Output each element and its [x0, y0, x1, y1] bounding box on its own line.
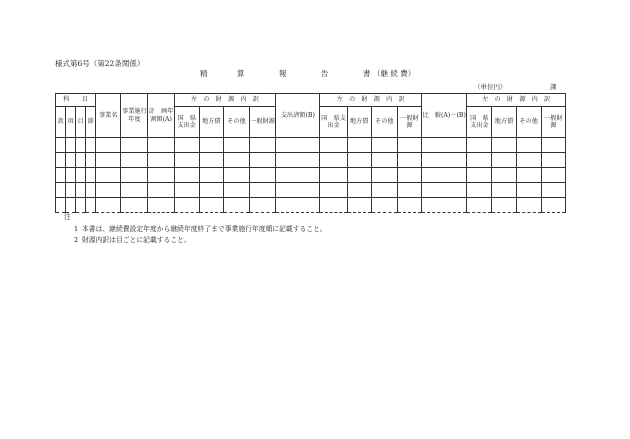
table-cell[interactable]: [516, 168, 541, 183]
header-zaigen-a: 左 の 財 源 内 訳: [174, 94, 276, 107]
table-cell[interactable]: [76, 168, 86, 183]
table-cell[interactable]: [371, 198, 397, 213]
table-cell[interactable]: [397, 138, 421, 153]
table-cell[interactable]: [66, 183, 76, 198]
table-cell[interactable]: [541, 168, 565, 183]
table-cell[interactable]: [250, 183, 276, 198]
table-cell[interactable]: [66, 138, 76, 153]
table-cell[interactable]: [467, 168, 492, 183]
form-label: 様式第6号（第22条関係）: [55, 59, 145, 68]
table-cell[interactable]: [492, 138, 516, 153]
title-char: 精: [200, 69, 208, 78]
header-jigyomei: 事業名: [96, 94, 121, 138]
table-cell[interactable]: [96, 153, 121, 168]
table-cell[interactable]: [223, 183, 249, 198]
table-cell[interactable]: [320, 168, 347, 183]
table-cell[interactable]: [347, 183, 371, 198]
table-cell[interactable]: [516, 153, 541, 168]
table-cell[interactable]: [148, 198, 174, 213]
table-body: [56, 138, 566, 213]
table-row: [56, 198, 566, 213]
table-cell[interactable]: [320, 153, 347, 168]
settlement-table: [55, 93, 566, 213]
header-sonota: その他: [223, 107, 249, 138]
table-cell[interactable]: [148, 138, 174, 153]
header-kamoku: 科 目: [56, 94, 96, 107]
table-row: [56, 138, 566, 153]
table-cell[interactable]: [199, 153, 223, 168]
title-char: 算: [237, 69, 245, 78]
table-cell[interactable]: [422, 153, 467, 168]
table-cell[interactable]: [250, 138, 276, 153]
table-cell[interactable]: [223, 168, 249, 183]
table-cell[interactable]: [467, 198, 492, 213]
header-kan: 款: [56, 107, 66, 138]
header-kokuken: 国 県支出金: [174, 107, 199, 138]
header-kokuken: 国 県支出金: [320, 107, 347, 138]
table-cell[interactable]: [397, 198, 421, 213]
unit-label: （単位円）: [474, 83, 507, 91]
table-cell[interactable]: [516, 198, 541, 213]
table-cell[interactable]: [223, 153, 249, 168]
table-cell[interactable]: [276, 198, 320, 213]
header-hikaku: 比 較(A)－(B): [422, 94, 467, 138]
table-cell[interactable]: [371, 138, 397, 153]
table-cell[interactable]: [320, 198, 347, 213]
table-cell[interactable]: [250, 198, 276, 213]
table-cell[interactable]: [276, 138, 320, 153]
title-char: 書: [363, 69, 371, 78]
header-keikaku: 計 画年割額(A): [148, 94, 174, 138]
table-cell[interactable]: [66, 198, 76, 213]
table-cell[interactable]: [347, 198, 371, 213]
table-cell[interactable]: [56, 198, 66, 213]
table-cell[interactable]: [347, 138, 371, 153]
table-cell[interactable]: [121, 138, 148, 153]
notes: [64, 212, 327, 247]
table-row: [56, 168, 566, 183]
table-cell[interactable]: [467, 183, 492, 198]
table-cell[interactable]: [541, 138, 565, 153]
table-cell[interactable]: [76, 138, 86, 153]
table-cell[interactable]: [96, 198, 121, 213]
table-cell[interactable]: [422, 183, 467, 198]
table-cell[interactable]: [492, 183, 516, 198]
table-cell[interactable]: [76, 198, 86, 213]
table-cell[interactable]: [56, 183, 66, 198]
table-cell[interactable]: [174, 168, 199, 183]
table-cell[interactable]: [541, 198, 565, 213]
table-cell[interactable]: [320, 138, 347, 153]
table-cell[interactable]: [223, 138, 249, 153]
table-cell[interactable]: [492, 168, 516, 183]
table-cell[interactable]: [199, 168, 223, 183]
table-cell[interactable]: [422, 198, 467, 213]
header-shishutsu: 支出済額(B): [276, 94, 320, 138]
table-cell[interactable]: [397, 153, 421, 168]
table-cell[interactable]: [276, 183, 320, 198]
header-chihosai: 地方債: [347, 107, 371, 138]
header-zaigen-c: 左 の 財 源 内 訳: [467, 94, 566, 107]
header-ippan: 一般財源: [397, 107, 421, 138]
table-cell[interactable]: [422, 138, 467, 153]
table-cell[interactable]: [199, 198, 223, 213]
table-cell[interactable]: [516, 183, 541, 198]
header-shikonendo: 事業施行年度: [121, 94, 148, 138]
note-item: 2 財源内訳は目ごとに記載すること。: [73, 236, 191, 244]
header-zaigen-b: 左 の 財 源 内 訳: [320, 94, 422, 107]
note-item: 1 本書は、継続費設定年度から継続年度終了まで事業施行年度順に記載すること。: [73, 224, 327, 233]
table-cell[interactable]: [76, 153, 86, 168]
table-row: [56, 153, 566, 168]
table-cell[interactable]: [86, 183, 96, 198]
table-cell[interactable]: [96, 168, 121, 183]
table-cell[interactable]: [516, 138, 541, 153]
header-sonota: その他: [371, 107, 397, 138]
table-cell[interactable]: [121, 198, 148, 213]
table-cell[interactable]: [66, 168, 76, 183]
table-cell[interactable]: [371, 183, 397, 198]
table-cell[interactable]: [96, 183, 121, 198]
header-chihosai: 地方債: [199, 107, 223, 138]
header-sonota: その他: [516, 107, 541, 138]
table-cell[interactable]: [467, 153, 492, 168]
department-label: 課: [550, 83, 557, 91]
table-cell[interactable]: [347, 168, 371, 183]
table-cell[interactable]: [66, 153, 76, 168]
table-cell[interactable]: [467, 138, 492, 153]
table-cell[interactable]: [121, 168, 148, 183]
table-cell[interactable]: [174, 198, 199, 213]
table-cell[interactable]: [492, 198, 516, 213]
table-cell[interactable]: [121, 153, 148, 168]
table-cell[interactable]: [276, 153, 320, 168]
table-cell[interactable]: [250, 168, 276, 183]
table-cell[interactable]: [199, 138, 223, 153]
header-ippan: 一般財源: [250, 107, 276, 138]
table-cell[interactable]: [148, 168, 174, 183]
table-cell[interactable]: [397, 183, 421, 198]
table-cell[interactable]: [223, 198, 249, 213]
table-cell[interactable]: [86, 168, 96, 183]
table-cell[interactable]: [371, 168, 397, 183]
title-char: 告: [321, 69, 329, 78]
table-cell[interactable]: [422, 168, 467, 183]
table-cell[interactable]: [276, 168, 320, 183]
table-cell[interactable]: [56, 168, 66, 183]
table-cell[interactable]: [86, 198, 96, 213]
table-cell[interactable]: [347, 153, 371, 168]
table-cell[interactable]: [76, 183, 86, 198]
title-char: 報: [279, 69, 287, 78]
table-cell[interactable]: [56, 138, 66, 153]
table-cell[interactable]: [96, 138, 121, 153]
table-cell[interactable]: [148, 153, 174, 168]
table-cell[interactable]: [121, 183, 148, 198]
notes-heading: 注: [64, 213, 71, 221]
header-kokuken: 国 県支出金: [467, 107, 492, 138]
table-cell[interactable]: [174, 153, 199, 168]
table-cell[interactable]: [174, 138, 199, 153]
table-cell[interactable]: [250, 153, 276, 168]
table-cell[interactable]: [86, 153, 96, 168]
table-cell[interactable]: [541, 153, 565, 168]
table-cell[interactable]: [56, 153, 66, 168]
table-cell[interactable]: [86, 138, 96, 153]
table-cell[interactable]: [199, 183, 223, 198]
table-cell[interactable]: [541, 183, 565, 198]
title-suffix: （継 続 費）: [373, 69, 416, 78]
table-cell[interactable]: [320, 183, 347, 198]
header-chihosai: 地方債: [492, 107, 516, 138]
header-kou: 項: [66, 107, 76, 138]
header-setsu: 節: [86, 107, 96, 138]
table-cell[interactable]: [492, 153, 516, 168]
table-row: [56, 183, 566, 198]
table-cell[interactable]: [371, 153, 397, 168]
header-moku: 目: [76, 107, 86, 138]
table-cell[interactable]: [148, 183, 174, 198]
table-cell[interactable]: [397, 168, 421, 183]
table-cell[interactable]: [174, 183, 199, 198]
header-ippan: 一般財源: [541, 107, 565, 138]
